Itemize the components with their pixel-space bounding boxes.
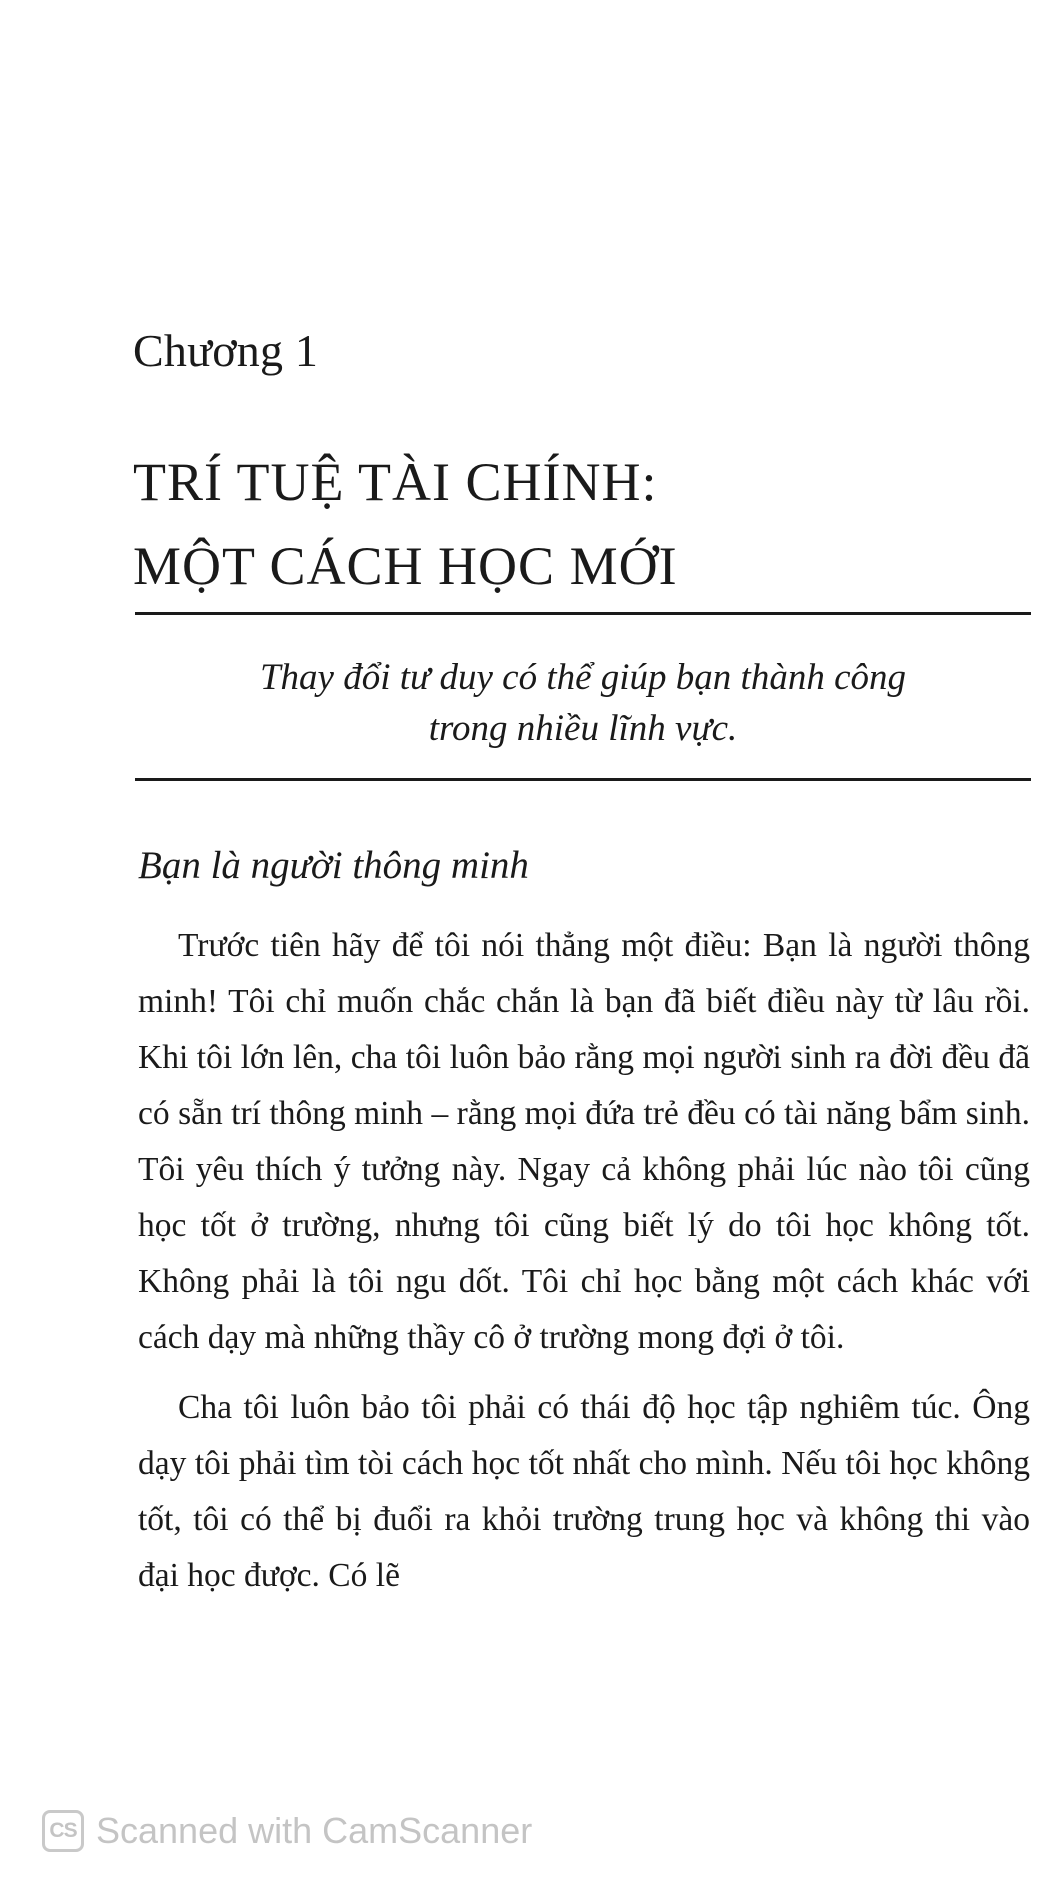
- chapter-label: Chương 1: [133, 325, 319, 376]
- epigraph-line-2: trong nhiều lĩnh vực.: [428, 708, 738, 749]
- watermark-text: Scanned with CamScanner: [96, 1810, 533, 1851]
- section-heading: Bạn là người thông minh: [138, 844, 529, 887]
- camscanner-watermark: [42, 1806, 532, 1856]
- divider-bottom: [135, 778, 1031, 781]
- chapter-title-line-2: MỘT CÁCH HỌC MỚI: [133, 536, 678, 596]
- body-text: [138, 918, 1030, 1618]
- chapter-title: [133, 440, 1013, 608]
- epigraph: [135, 652, 1031, 754]
- camscanner-logo-icon: CS: [42, 1810, 84, 1852]
- paragraph: Cha tôi luôn bảo tôi phải có thái độ học tập nghiêm túc. Ông dạy tôi phải tìm tòi cách học tốt nhất cho mình. Nếu tôi học không tốt, tôi có thể bị đuổi ra khỏi trường trung học và không thi vào đại học được. Có lẽ: [138, 1389, 1030, 1594]
- divider-top: [135, 612, 1031, 615]
- chapter-title-line-1: TRÍ TUỆ TÀI CHÍNH:: [133, 452, 658, 512]
- paragraph: Trước tiên hãy để tôi nói thẳng một điều: Bạn là người thông minh! Tôi chỉ muốn chắc chắn là bạn đã biết điều này từ lâu rồi. Khi tôi lớn lên, cha tôi luôn bảo rằng mọi người sinh ra đời đều đã có sẵn trí thông minh – rằng mọi đứa trẻ đều có tài năng bẩm sinh. Tôi yêu thích ý tưởng này. Ngay cả không phải lúc nào tôi cũng học tốt ở trường, nhưng tôi cũng biết lý do tôi học không tốt. Không phải là tôi ngu dốt. Tôi chỉ học bằng một cách khác với cách dạy mà những thầy cô ở trường mong đợi ở tôi.: [138, 927, 1030, 1356]
- epigraph-line-1: Thay đổi tư duy có thể giúp bạn thành công: [259, 657, 907, 698]
